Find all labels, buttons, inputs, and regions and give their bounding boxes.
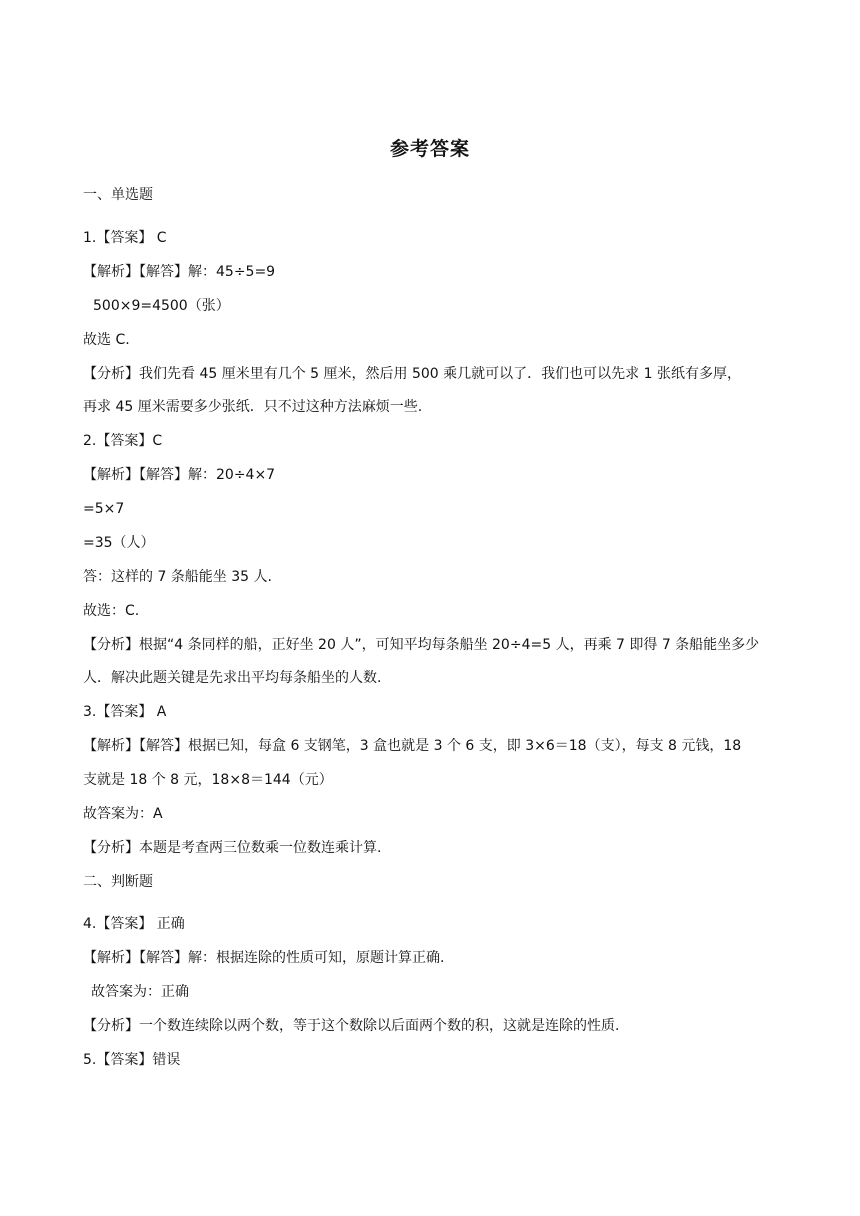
q1-answer: 1.【答案】 C (83, 230, 167, 246)
q2-reply: 答：这样的 7 条船能坐 35 人. (83, 569, 272, 585)
q2-step-2: =35（人） (83, 535, 155, 551)
q4-final-answer: 故答案为：正确 (91, 984, 189, 1000)
q1-analysis: 【解析】【解答】解：45÷5=9 (83, 264, 276, 280)
q1-choice: 故选 C. (83, 332, 130, 348)
q3-analysis-line-2: 支就是 18 个 8 元，18×8＝144（元） (83, 772, 333, 788)
q3-answer: 3.【答案】 A (83, 704, 167, 720)
q2-explanation-line-2: 人．解决此题关键是先求出平均每条船坐的人数. (83, 670, 382, 686)
q1-explanation-line-2: 再求 45 厘米需要多少张纸．只不过这种方法麻烦一些. (83, 399, 423, 415)
q2-step-1: =5×7 (83, 501, 125, 517)
q2-analysis: 【解析】【解答】解：20÷4×7 (83, 467, 276, 483)
q2-answer: 2.【答案】C (83, 433, 163, 449)
section-heading-true-false: 二、判断题 (83, 874, 153, 890)
q4-answer: 4.【答案】 正确 (83, 916, 185, 932)
q2-explanation-line-1: 【分析】根据“4 条同样的船，正好坐 20 人”，可知平均每条船坐 20÷4=5 人，再乘 7 即得 7 条船能坐多少 (83, 637, 760, 653)
q3-analysis-line-1: 【解析】【解答】根据已知，每盒 6 支钢笔，3 盒也就是 3 个 6 支，即 3×6＝18（支），每支 8 元钱，18 (83, 738, 742, 754)
q3-explanation: 【分析】本题是考查两三位数乘一位数连乘计算. (83, 840, 382, 856)
q1-calculation: 500×9=4500（张） (93, 298, 230, 314)
q3-final-answer: 故答案为：A (83, 806, 163, 822)
q5-answer: 5.【答案】错误 (83, 1052, 181, 1068)
q2-choice: 故选：C. (83, 603, 140, 619)
page-title: 参考答案 (389, 138, 470, 160)
q4-explanation: 【分析】一个数连续除以两个数，等于这个数除以后面两个数的积，这就是连除的性质. (83, 1018, 620, 1034)
section-heading-single-choice: 一、单选题 (83, 187, 153, 203)
q4-analysis: 【解析】【解答】解：根据连除的性质可知，原题计算正确. (83, 950, 445, 966)
q1-explanation-line-1: 【分析】我们先看 45 厘米里有几个 5 厘米，然后用 500 乘几就可以了．我们也可以先求 1 张纸有多厚， (83, 366, 741, 382)
